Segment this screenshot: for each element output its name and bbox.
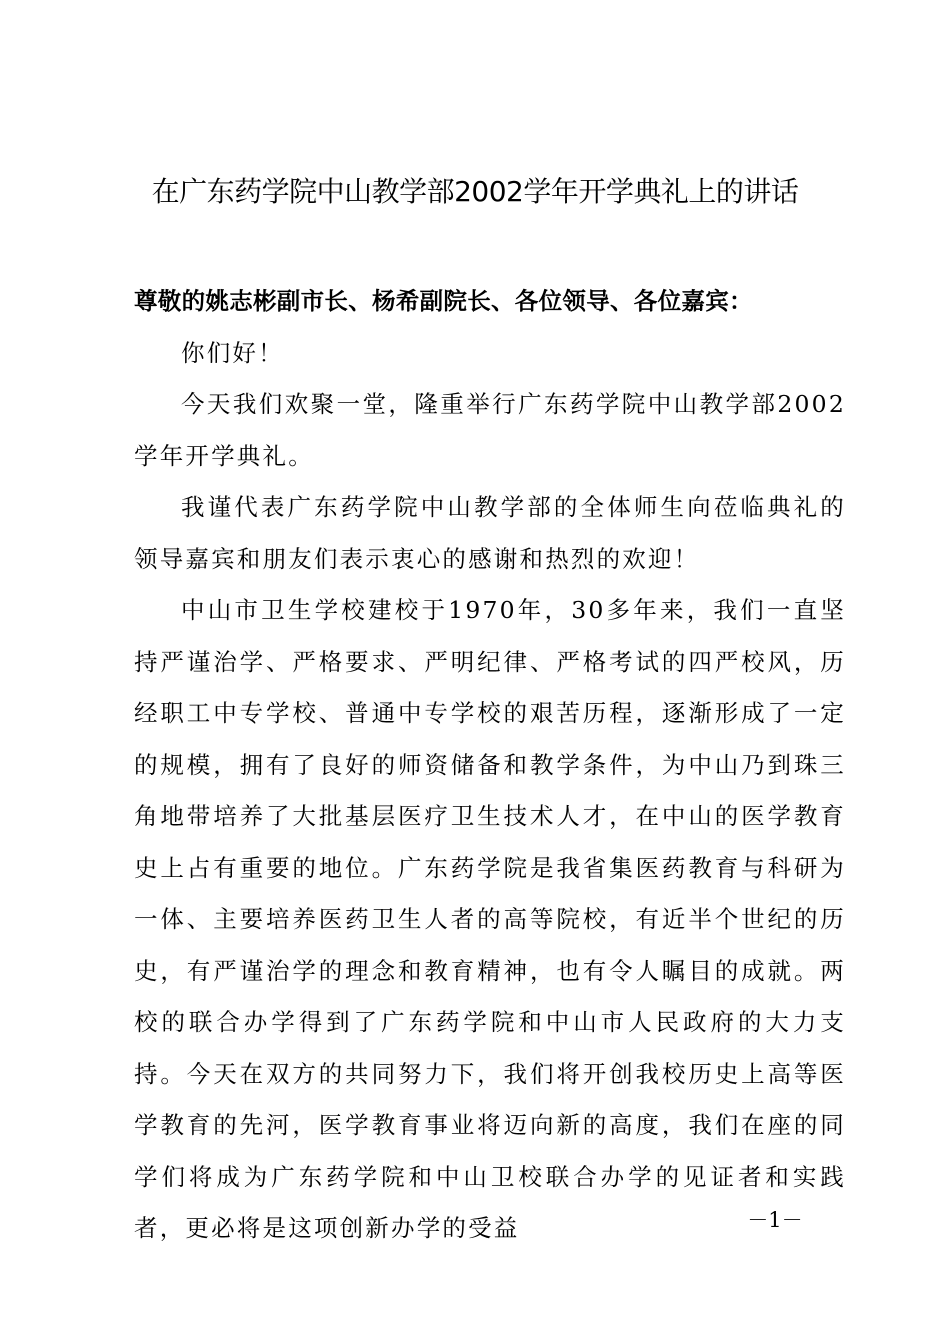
page-number: －1－ <box>747 1208 803 1232</box>
document-body <box>134 276 846 1255</box>
salutation: 尊敬的姚志彬副市长、杨希副院长、各位领导、各位嘉宾： <box>134 287 753 315</box>
paragraph-thanks: 我谨代表广东药学院中山教学部的全体师生向莅临典礼的领导嘉宾和朋友们表示衷心的感谢和热烈的欢迎！ <box>134 493 846 573</box>
paragraph-opening: 今天我们欢聚一堂，隆重举行广东药学院中山教学部2002学年开学典礼。 <box>134 390 846 470</box>
paragraph-history: 中山市卫生学校建校于1970年，30多年来，我们一直坚持严谨治学、严格要求、严明纪律、严格考试的四严校风，历经职工中专学校、普通中专学校的艰苦历程，逐渐形成了一定的规模，拥有了良好的师资储备和教学条件，为中山乃到珠三角地带培养了大批基层医疗卫生技术人才，在中山的医学教育史上占有重要的地位。广东药学院是我省集医药教育与科研为一体、主要培养医药卫生人者的高等院校，有近半个世纪的历史，有严谨治学的理念和教育精神，也有令人瞩目的成就。两校的联合办学得到了广东药学院和中山市人民政府的大力支持。今天在双方的共同努力下，我们将开创我校历史上高等医学教育的先河，医学教育事业将迈向新的高度，我们在座的同学们将成为广东药学院和中山卫校联合办学的见证者和实践者，更必将是这项创新办学的受益 <box>134 596 846 1242</box>
document-title: 在广东药学院中山教学部2002学年开学典礼上的讲话 <box>151 175 799 208</box>
paragraph-greeting: 你们好！ <box>181 338 284 367</box>
